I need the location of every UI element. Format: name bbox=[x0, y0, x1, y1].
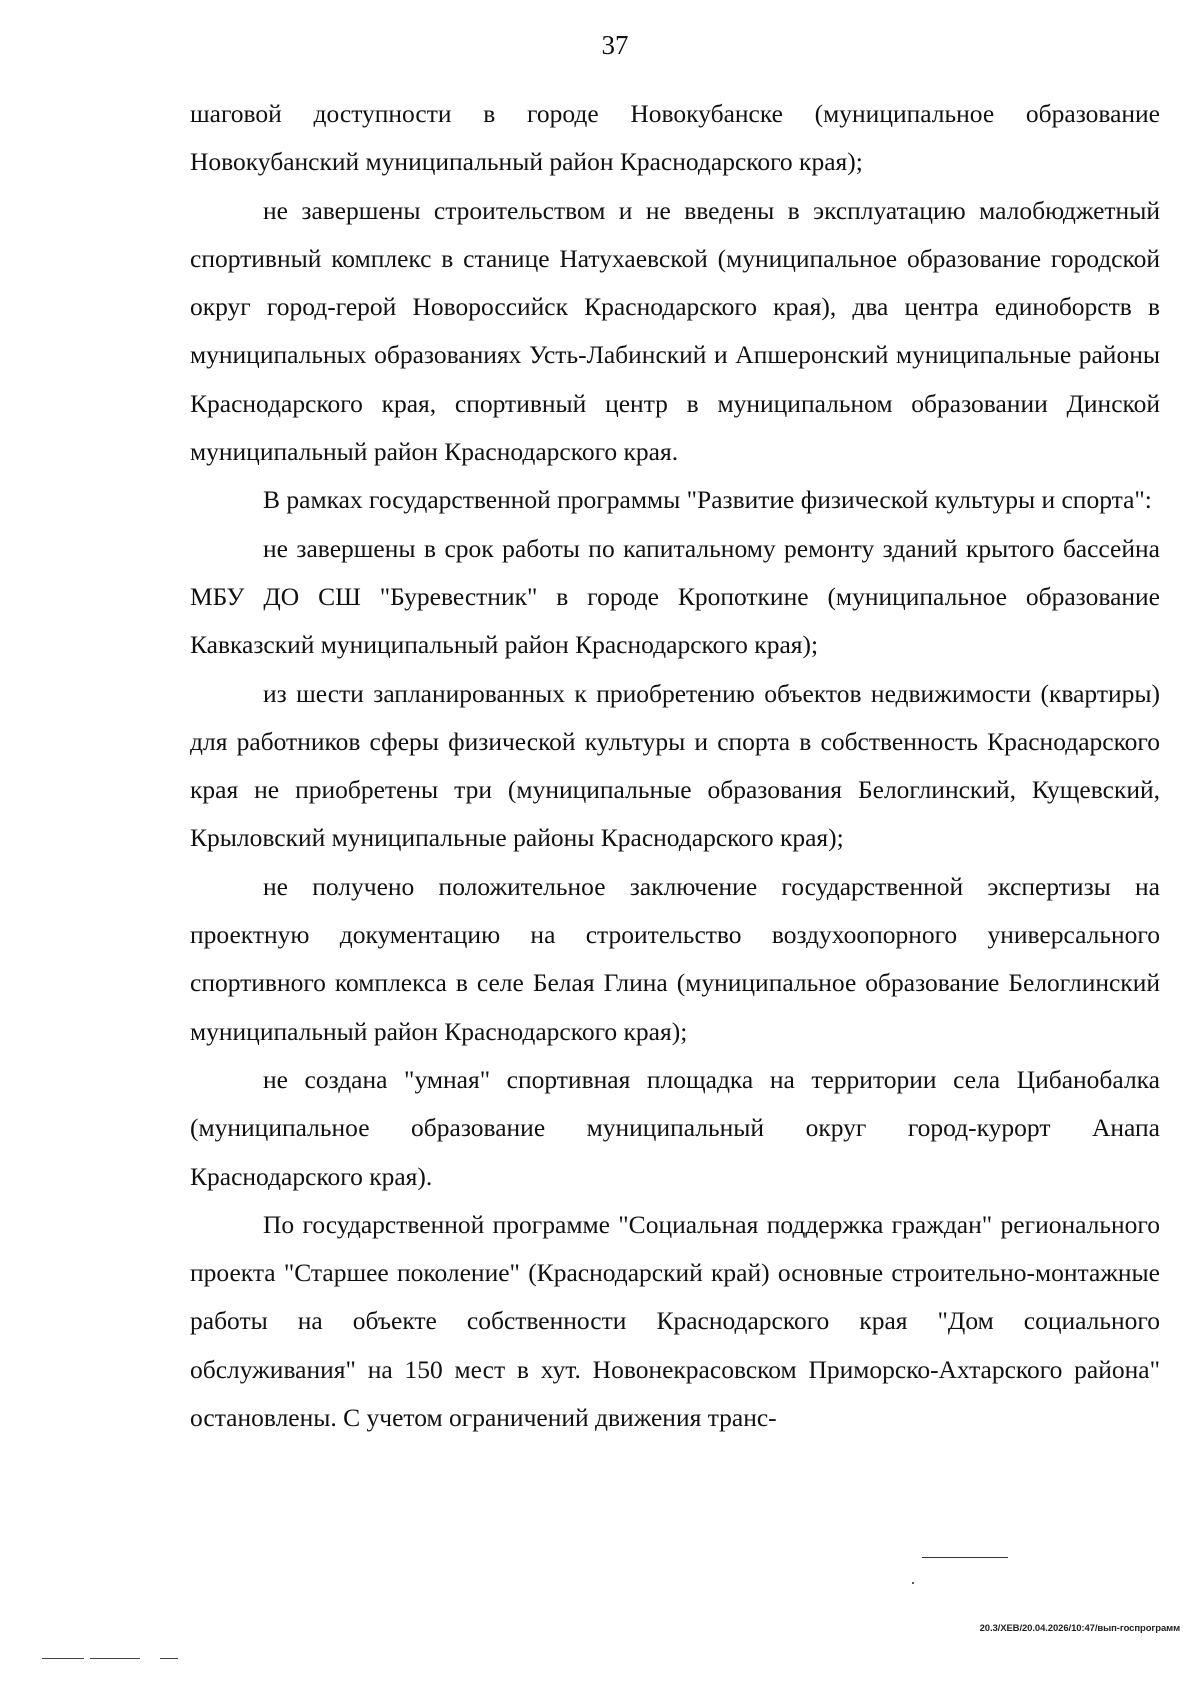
footer-document-code: 20.3/ХЕВ/20.04.2026/10:47/вып-госпрограмм bbox=[979, 1623, 1180, 1634]
paragraph: не создана "умная" спортивная площадка на территории села Цибанобалка (муниципальное образование муниципальный округ город-курорт Анапа Краснодарского края). bbox=[190, 1064, 1160, 1191]
document-body bbox=[190, 90, 1160, 1442]
paragraph: В рамках государственной программы "Развитие физической культуры и спорта": bbox=[263, 485, 1152, 515]
footer-rule bbox=[922, 1557, 1008, 1558]
footer-dot bbox=[912, 1582, 914, 1584]
scan-edge-mark bbox=[90, 1658, 140, 1659]
paragraph-continuation: шаговой доступности в городе Новокубанске (муниципальное образование Новокубанский муниципальный район Краснодарского края); bbox=[190, 99, 1160, 177]
scan-edge-mark bbox=[42, 1658, 84, 1659]
paragraph: не завершены строительством и не введены в эксплуатацию малобюджетный спортивный комплекс в станице Натухаевской (муниципальное образование городской округ город-герой Новороссийск Краснодарского края), два центра единоборств в муниципальных образованиях Усть-Лабинский и Апшеронский муниципальные районы Краснодарского края, спортивный центр в муниципальном образовании Динской муниципальный район Краснодарского края. bbox=[190, 195, 1160, 467]
paragraph: из шести запланированных к приобретению объектов недвижимости (квартиры) для работников сферы физической культуры и спорта в собственность Краснодарского края не приобретены три (муниципальные образования Белоглинский, Кущевский, Крыловский муниципальные районы Краснодарского края); bbox=[190, 678, 1160, 853]
paragraph: По государственной программе "Социальная поддержка граждан" регионального проекта "Старшее поколение" (Краснодарский край) основные строительно-монтажные работы на объекте собственности Краснодарского края "Дом социального обслуживания" на 150 мест в хут. Новонекрасовском Приморско-Ахтарского района" остановлены. С учетом ограничений движения транс- bbox=[190, 1209, 1160, 1433]
page-number: 37 bbox=[601, 30, 629, 60]
scan-edge-mark bbox=[160, 1658, 178, 1659]
paragraph: не завершены в срок работы по капитальному ремонту зданий крытого бассейна МБУ ДО СШ "Буревестник" в городе Кропоткине (муниципальное образование Кавказский муниципальный район Краснодарского края); bbox=[190, 533, 1160, 660]
paragraph: не получено положительное заключение государственной экспертизы на проектную документацию на строительство воздухоопорного универсального спортивного комплекса в селе Белая Глина (муниципальное образование Белоглинский муниципальный район Краснодарского края); bbox=[190, 871, 1160, 1046]
